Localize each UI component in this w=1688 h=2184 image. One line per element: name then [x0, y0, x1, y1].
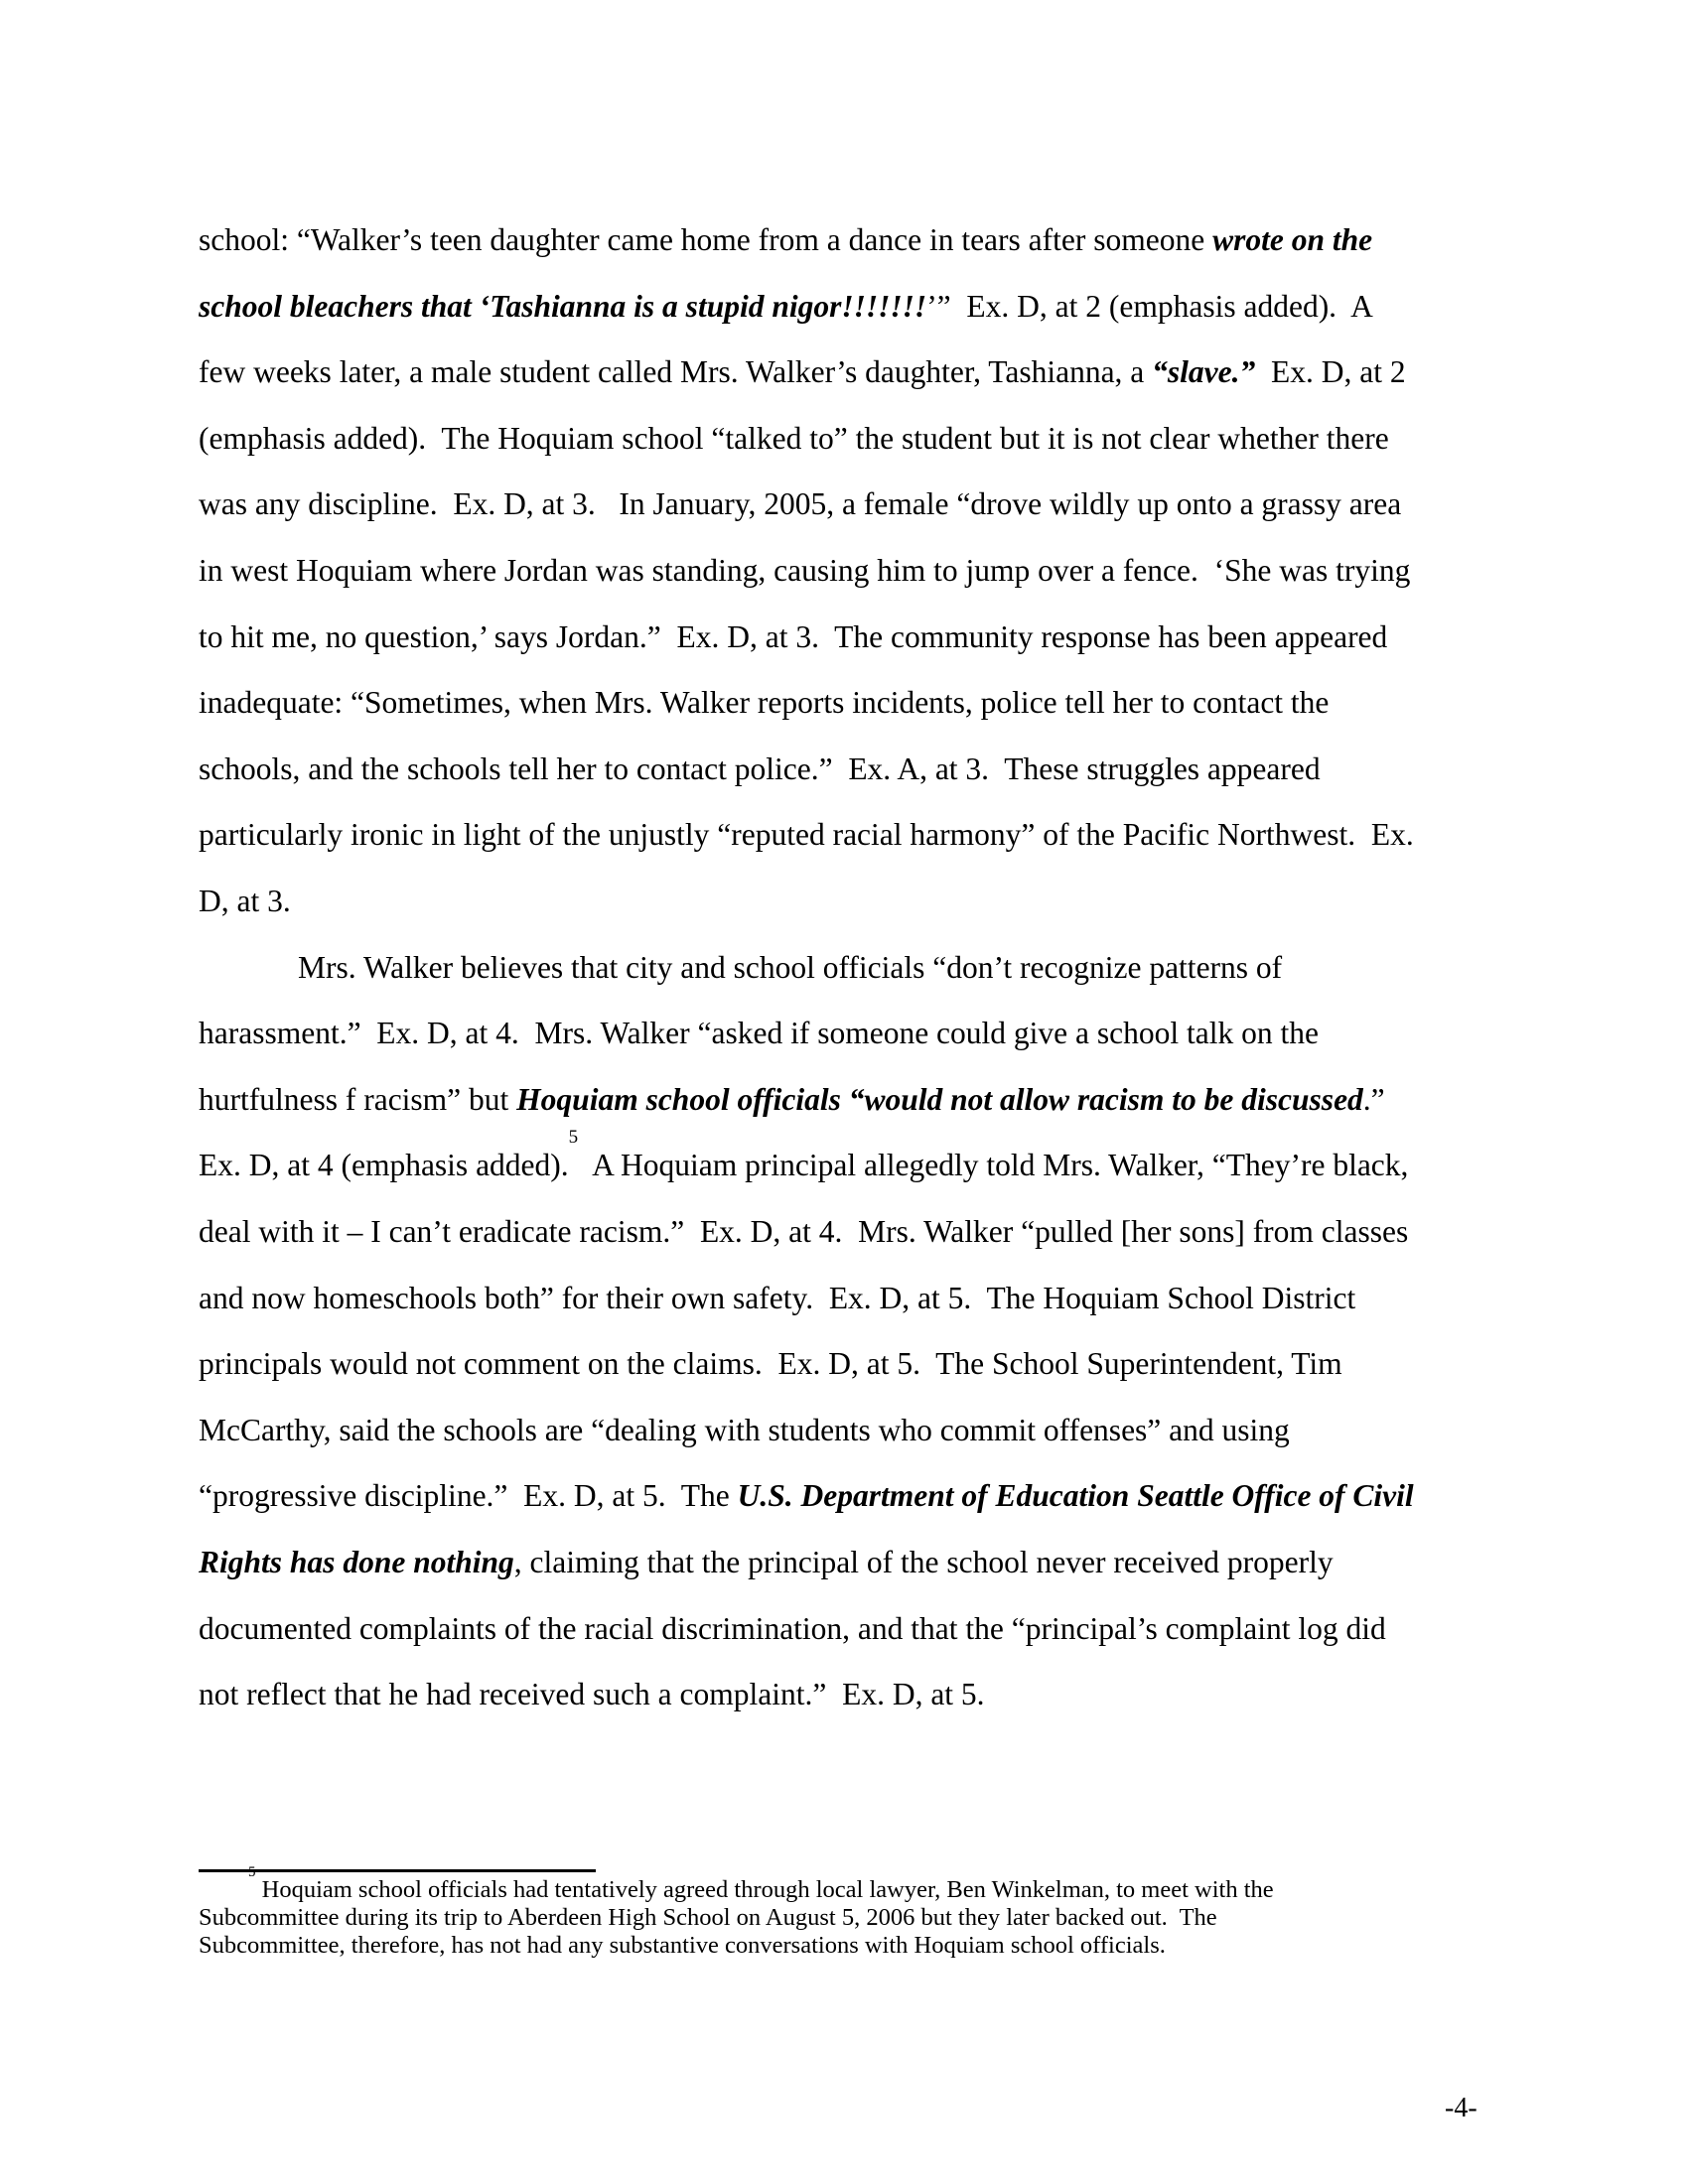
- text-line: [199, 1543, 1334, 1582]
- text-line: [199, 815, 1414, 855]
- page-number: -4-: [1445, 2093, 1477, 2123]
- text-line: [199, 1279, 1355, 1318]
- text-line: [199, 1675, 985, 1714]
- text-run: , claiming that the principal of the school never received properly: [513, 1545, 1334, 1579]
- text-run: Mrs. Walker believes that city and school officials “don’t recognize patterns of: [298, 949, 1283, 985]
- text-run: school: “Walker’s teen daughter came home from a dance in tears after someone: [199, 222, 1213, 257]
- emphasis-text: Rights has done nothing: [199, 1545, 514, 1579]
- emphasis-text: “slave.”: [1152, 354, 1256, 390]
- text-run: Ex. D, at 2: [1255, 354, 1406, 390]
- text-run: documented complaints of the racial discrimination, and that the “principal’s complaint log did: [199, 1610, 1386, 1646]
- footnote-text: Subcommittee, therefore, has not had any substantive conversations with Hoquiam school officials.: [199, 1932, 1166, 1959]
- text-line: [199, 1014, 1319, 1053]
- text-line: [199, 882, 291, 921]
- text-line: [199, 1127, 1409, 1185]
- text-run: ’” Ex. D, at 2 (emphasis added). A: [926, 288, 1373, 324]
- text-line: [199, 287, 1373, 327]
- text-line: [199, 551, 1410, 591]
- text-run: deal with it – I can’t eradicate racism.” Ex. D, at 4. Mrs. Walker “pulled [her sons] from classes: [199, 1214, 1409, 1249]
- text-line: [199, 484, 1401, 524]
- text-run: McCarthy, said the schools are “dealing with students who commit offenses” and using: [199, 1412, 1290, 1447]
- text-run: particularly ironic in light of the unjustly “reputed racial harmony” of the Pacific Northwest. Ex.: [199, 817, 1414, 853]
- text-run: harassment.” Ex. D, at 4. Mrs. Walker “asked if someone could give a school talk on the: [199, 1016, 1319, 1051]
- footnote-line: [199, 1904, 1217, 1932]
- text-line: [199, 1212, 1408, 1252]
- text-line: [199, 352, 1406, 392]
- text-run: inadequate: “Sometimes, when Mrs. Walker reports incidents, police tell her to contact the: [199, 685, 1330, 721]
- footnote-line: [248, 1864, 1274, 1904]
- text-line: [199, 1411, 1290, 1450]
- footnote-reference: 5: [568, 1127, 579, 1149]
- text-run: Ex. D, at 4 (emphasis added).: [199, 1148, 569, 1183]
- text-run: not reflect that he had received such a complaint.” Ex. D, at 5.: [199, 1677, 985, 1712]
- text-run: (emphasis added). The Hoquiam school “talked to” the student but it is not clear whether there: [199, 420, 1389, 456]
- text-run: and now homeschools both” for their own safety. Ex. D, at 5. The Hoquiam School District: [199, 1280, 1356, 1315]
- text-line: [199, 1080, 1385, 1120]
- footnote-text: Subcommittee during its trip to Aberdeen High School on August 5, 2006 but they later backed out. The: [199, 1904, 1217, 1931]
- text-run: .”: [1362, 1081, 1385, 1117]
- emphasis-text: Hoquiam school officials “would not allow racism to be discussed: [516, 1081, 1363, 1117]
- emphasis-text: U.S. Department of Education Seattle Office of Civil: [737, 1478, 1414, 1514]
- footnote-number: 5: [248, 1864, 256, 1880]
- text-line: [199, 617, 1387, 657]
- footnote-line: [199, 1932, 1166, 1960]
- text-run: schools, and the schools tell her to contact police.” Ex. A, at 3. These struggles appeared: [199, 751, 1321, 786]
- text-run: few weeks later, a male student called Mrs. Walker’s daughter, Tashianna, a: [199, 354, 1153, 390]
- text-run: was any discipline. Ex. D, at 3. In January, 2005, a female “drove wildly up onto a grassy area: [199, 486, 1402, 522]
- text-run: D, at 3.: [199, 884, 291, 918]
- text-line: [298, 948, 1282, 988]
- text-line: [199, 1476, 1414, 1516]
- text-line: [199, 220, 1372, 260]
- footnote-text: Hoquiam school officials had tentatively agreed through local lawyer, Ben Winkelman, to meet with the: [261, 1876, 1274, 1903]
- text-run: in west Hoquiam where Jordan was standing, causing him to jump over a fence. ‘She was trying: [199, 553, 1411, 588]
- text-run: hurtfulness f racism” but: [199, 1081, 517, 1117]
- text-run: A Hoquiam principal allegedly told Mrs. Walker, “They’re black,: [578, 1148, 1409, 1183]
- text-line: [199, 1609, 1386, 1649]
- text-run: principals would not comment on the claims. Ex. D, at 5. The School Superintendent, Tim: [199, 1346, 1342, 1382]
- text-line: [199, 419, 1389, 459]
- text-run: to hit me, no question,’ says Jordan.” Ex. D, at 3. The community response has been appeared: [199, 618, 1388, 654]
- footnote-separator: [199, 1869, 596, 1872]
- text-line: [199, 1344, 1342, 1384]
- emphasis-text: school bleachers that ‘Tashianna is a stupid nigor!!!!!!!: [199, 288, 927, 324]
- text-line: [199, 750, 1321, 789]
- text-line: [199, 683, 1329, 723]
- text-run: “progressive discipline.” Ex. D, at 5. The: [199, 1478, 738, 1514]
- emphasis-text: wrote on the: [1212, 222, 1373, 257]
